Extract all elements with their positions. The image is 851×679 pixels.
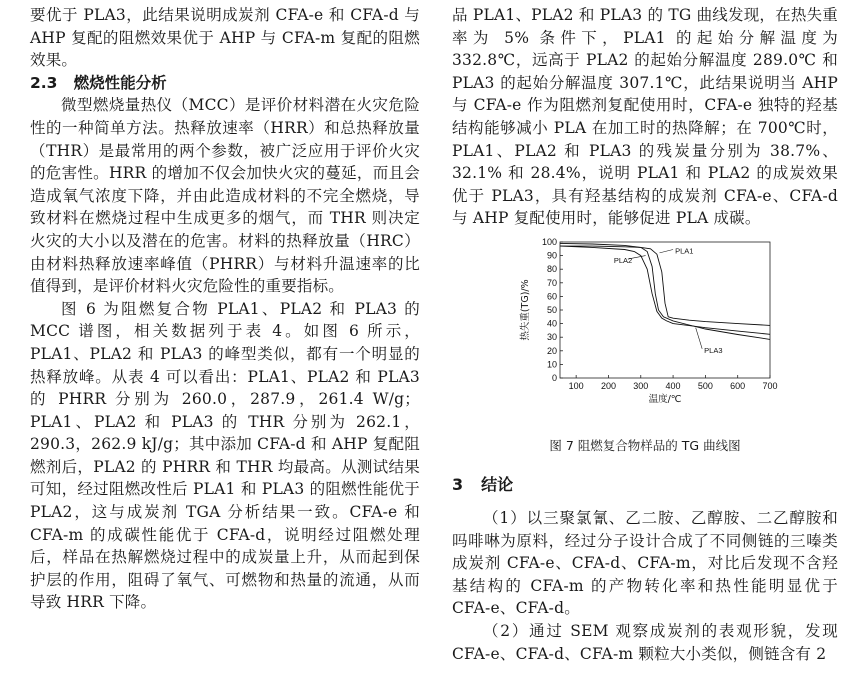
left-column [30, 4, 420, 614]
plot-frame [560, 242, 770, 378]
conclusion-2: （2）通过 SEM 观察成炭剂的表观形貌，发现 CFA-e、CFA-d、CFA-m 颗粒大小类似，侧链含有 2 [452, 621, 838, 663]
figure-7 [452, 236, 838, 432]
series-line-pla1 [560, 246, 770, 325]
y-tick-label: 70 [546, 277, 557, 288]
y-tick-label: 40 [546, 318, 557, 329]
y-tick-label: 30 [546, 332, 557, 343]
x-axis-label: 温度/℃ [648, 393, 682, 405]
series-label-pla1: PLA1 [675, 246, 694, 256]
right-column [452, 4, 838, 665]
y-tick-label: 0 [551, 372, 557, 383]
y-tick-label: 80 [546, 264, 557, 275]
section-3-heading [452, 472, 838, 495]
y-tick-label: 90 [546, 250, 557, 261]
y-tick-label: 20 [546, 345, 557, 356]
y-tick-label: 10 [546, 359, 557, 370]
section-title: 结论 [481, 474, 514, 494]
paragraph-continuation: 要优于 PLA3，此结果说明成炭剂 CFA-e 和 CFA-d 与 AHP 复配的阻燃效果优于 AHP 与 CFA-m 复配的阻燃效果。 [30, 6, 420, 70]
y-axis-label: 热失重(TG)/% [520, 279, 531, 341]
conclusion-1: （1）以三聚氯氰、乙二胺、乙醇胺、二乙醇胺和吗啡啉为原料，经过分子设计合成了不同侧链的三嗪类成炭剂 CFA-e、CFA-d、CFA-m，对比后发现不含羟基结构的 CFA-m 的产物转化率和热性能明显优于 CFA-e、CFA-d。 [452, 508, 838, 618]
x-tick-label: 300 [633, 380, 649, 391]
y-tick-label: 50 [546, 304, 557, 315]
series-line-pla2 [560, 246, 770, 334]
series-line-pla3 [560, 243, 770, 339]
x-tick-label: 600 [730, 380, 746, 391]
series-label-pla2: PLA2 [613, 255, 633, 265]
x-tick-label: 200 [600, 380, 616, 391]
figure-caption: 图 7 阻燃复合物样品的 TG 曲线图 [549, 437, 741, 453]
x-tick-label: 100 [568, 380, 584, 391]
paragraph-tg-analysis: 品 PLA1、PLA2 和 PLA3 的 TG 曲线发现，在热失重率为 5% 条件下，PLA1 的起始分解温度为 332.8℃，远高于 PLA2 的起始分解温度 289.0℃ 和 PLA3 的起始分解温度 307.1℃，此结果说明当 AHP 与 CFA-e 作为阻燃剂复配使用时，CFA-e 独特的羟基结构能够减小 PLA 在加工时的热降解；在 700℃时，PLA1、PLA2 和 PLA3 的残炭量分别为 38.7%、32.1% 和 28.4%，说明 PLA1 和 PLA2 的成炭效果优于 PLA3，具有羟基结构的成炭剂 CFA-e、CFA-d 与 AHP 复配使用时，能够促进 PLA 成碳。 [452, 6, 838, 228]
series-label-pla3: PLA3 [704, 345, 723, 355]
x-tick-label: 500 [697, 380, 713, 391]
section-number: 3 [452, 474, 464, 494]
y-tick-label: 100 [541, 236, 557, 247]
y-tick-label: 60 [546, 291, 557, 302]
section-title: 燃烧性能分析 [73, 73, 167, 92]
series-leader-pla1 [660, 249, 674, 252]
paragraph-mcc-results: 图 6 为阻燃复合物 PLA1、PLA2 和 PLA3 的 MCC 谱图，相关数据列于表 4。如图 6 所示，PLA1、PLA2 和 PLA3 的峰型类似，都有一个明显的热释放峰。从表 4 可以看出：PLA1、PLA2 和 PLA3 的 PHRR 分别为 260.0，287.9，261.4 W/g；PLA1、PLA2 和 PLA3 的 THR 分别为 262.1，290.3，262.9 kJ/g；其中添加 CFA-d 和 AHP 复配阻燃剂后，PLA2 的 PHRR 和 THR 均最高。从测试结果可知，经过阻燃改性后 PLA1 和 PLA3 的阻燃性能优于 PLA2，这与成炭剂 TGA 分析结果一致。CFA-e 和 CFA-m 的成碳性能优于 CFA-d，说明经过阻燃处理后，样品在热解燃烧过程中的成炭量上升，从而起到保护层的作用，阻碍了氧气、可燃物和热量的流通，从而导致 HRR 下降。 [30, 299, 420, 612]
tg-chart [514, 236, 784, 411]
series-leader-pla3 [696, 328, 702, 349]
paragraph-mcc-intro: 微型燃烧量热仪（MCC）是评价材料潜在火灾危险性的一种简单方法。热释放速率（HRR）和总热释放量（THR）是最常用的两个参数，被广泛应用于评价火灾的危害性。HRR 的增加不仅会加快火灾的蔓延，而且会造成氧气浓度下降，并由此造成材料的不完全燃烧，导致材料在燃烧过程中生成更多的烟气，而 THR 则决定火灾的大小以及潜在的危害。材料的热释放量（HRC）由材料热释放速率峰值（PHRR）与材料升温速率的比值得到，是评价材料火灾危险性的重要指标。 [30, 96, 420, 296]
section-2-3-heading [30, 72, 420, 95]
x-tick-label: 400 [665, 380, 681, 391]
x-tick-label: 700 [762, 380, 778, 391]
section-number: 2.3 [30, 73, 58, 92]
